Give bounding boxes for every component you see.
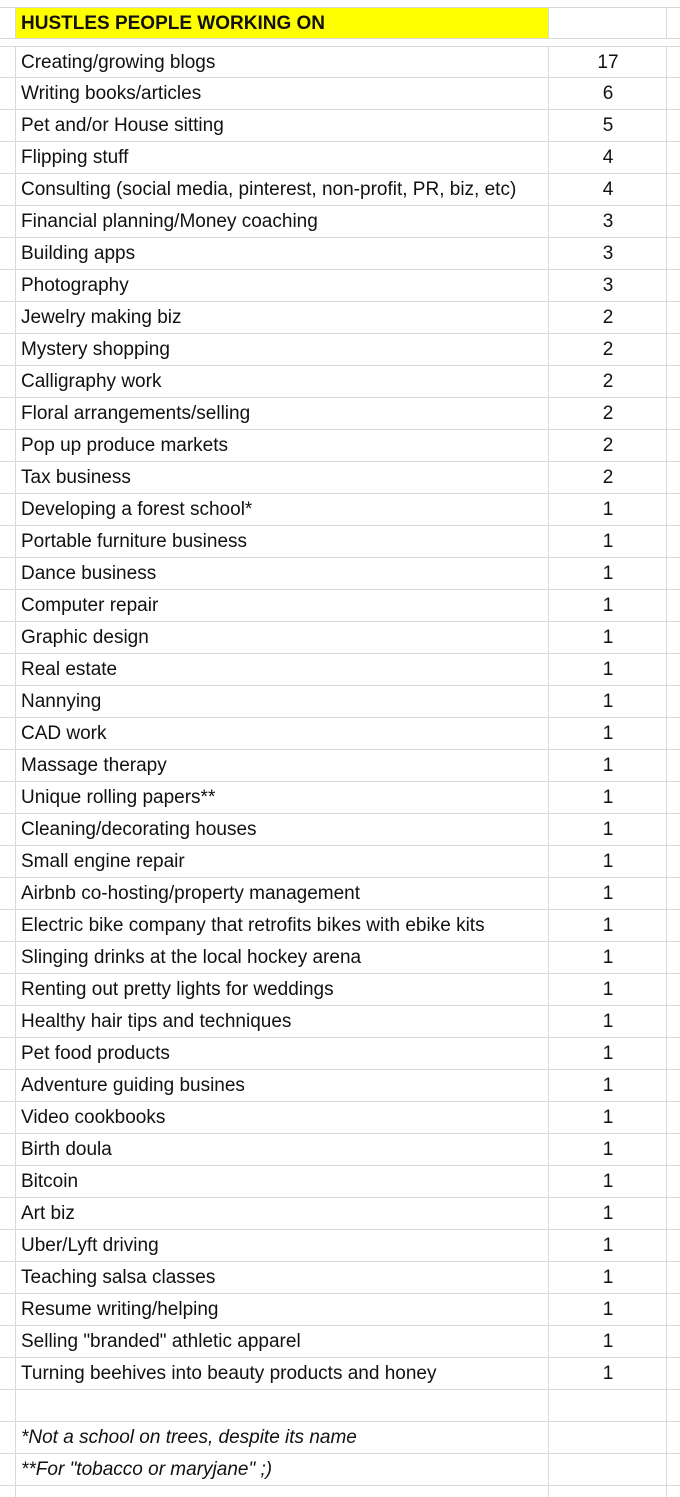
- note-row: [0, 1454, 680, 1486]
- gutter-cell[interactable]: [0, 174, 16, 205]
- gutter-cell[interactable]: [0, 910, 16, 941]
- data-rows: [0, 46, 680, 1390]
- note-count-cell[interactable]: [550, 1422, 667, 1453]
- table-row: [0, 782, 680, 814]
- hustle-count-cell[interactable]: 5: [550, 110, 667, 141]
- table-row: [0, 334, 680, 366]
- extra-cell[interactable]: [668, 1326, 680, 1357]
- hustle-count-cell[interactable]: 1: [550, 590, 667, 621]
- gutter-cell[interactable]: [0, 1006, 16, 1037]
- hustle-label-cell[interactable]: Renting out pretty lights for weddings: [16, 974, 549, 1005]
- table-row: [0, 686, 680, 718]
- extra-cell[interactable]: [668, 718, 680, 749]
- extra-cell[interactable]: [668, 494, 680, 525]
- extra-cell[interactable]: [668, 846, 680, 877]
- extra-cell[interactable]: [668, 1038, 680, 1069]
- hustle-count-cell[interactable]: 1: [550, 494, 667, 525]
- gutter-cell[interactable]: [0, 654, 16, 685]
- table-row: [0, 1166, 680, 1198]
- gutter-cell[interactable]: [0, 238, 16, 269]
- extra-cell[interactable]: [668, 1486, 680, 1497]
- hustle-label-cell[interactable]: Bitcoin: [16, 1166, 549, 1197]
- hustle-count-cell[interactable]: 1: [550, 878, 667, 909]
- gutter-cell[interactable]: [0, 430, 16, 461]
- table-row: [0, 494, 680, 526]
- gutter-cell[interactable]: [0, 1134, 16, 1165]
- extra-cell[interactable]: [668, 270, 680, 301]
- extra-cell[interactable]: [668, 174, 680, 205]
- table-row: [0, 590, 680, 622]
- hustle-label-cell[interactable]: Uber/Lyft driving: [16, 1230, 549, 1261]
- gutter-cell[interactable]: [0, 1454, 16, 1485]
- hustle-label-cell[interactable]: CAD work: [16, 718, 549, 749]
- gutter-cell[interactable]: [0, 270, 16, 301]
- hustle-label-cell[interactable]: Turning beehives into beauty products and honey: [16, 1358, 549, 1389]
- table-row: [0, 1198, 680, 1230]
- gutter-cell[interactable]: [0, 302, 16, 333]
- header-row: [0, 7, 680, 39]
- gutter-cell[interactable]: [0, 1198, 16, 1229]
- extra-cell[interactable]: [668, 238, 680, 269]
- hustle-count-cell[interactable]: 1: [550, 942, 667, 973]
- hustle-count-cell[interactable]: 1: [550, 750, 667, 781]
- table-row: [0, 1262, 680, 1294]
- extra-cell[interactable]: [668, 334, 680, 365]
- hustle-label-cell[interactable]: Mystery shopping: [16, 334, 549, 365]
- table-row: [0, 1326, 680, 1358]
- gutter-cell[interactable]: [0, 878, 16, 909]
- gutter-cell[interactable]: [0, 814, 16, 845]
- gutter-cell[interactable]: [0, 718, 16, 749]
- gutter-cell[interactable]: [0, 750, 16, 781]
- gutter-cell[interactable]: [0, 1422, 16, 1453]
- gutter-cell[interactable]: [0, 686, 16, 717]
- gutter-cell[interactable]: [0, 590, 16, 621]
- extra-cell[interactable]: [668, 974, 680, 1005]
- hustle-count-cell[interactable]: 2: [550, 430, 667, 461]
- table-row: [0, 750, 680, 782]
- hustle-label-cell[interactable]: Selling "branded" athletic apparel: [16, 1326, 549, 1357]
- hustle-count-cell[interactable]: 1: [550, 846, 667, 877]
- table-row: [0, 1134, 680, 1166]
- extra-cell[interactable]: [668, 1294, 680, 1325]
- extra-cell[interactable]: [668, 1422, 680, 1453]
- extra-cell[interactable]: [668, 366, 680, 397]
- hustle-label-cell[interactable]: Dance business: [16, 558, 549, 589]
- extra-cell[interactable]: [668, 1198, 680, 1229]
- extra-cell[interactable]: [668, 1070, 680, 1101]
- hustle-label-cell[interactable]: Real estate: [16, 654, 549, 685]
- hustle-count-cell[interactable]: 1: [550, 1262, 667, 1293]
- gutter-cell[interactable]: [0, 942, 16, 973]
- hustle-label-cell[interactable]: Floral arrangements/selling: [16, 398, 549, 429]
- extra-cell[interactable]: [668, 1006, 680, 1037]
- table-row: [0, 1230, 680, 1262]
- hustle-label-cell[interactable]: Healthy hair tips and techniques: [16, 1006, 549, 1037]
- extra-cell[interactable]: [668, 462, 680, 493]
- extra-cell[interactable]: [668, 110, 680, 141]
- gutter-cell[interactable]: [0, 526, 16, 557]
- hustle-count-cell[interactable]: 1: [550, 1358, 667, 1389]
- extra-cell[interactable]: [668, 1262, 680, 1293]
- extra-cell[interactable]: [668, 142, 680, 173]
- gutter-cell[interactable]: [0, 1262, 16, 1293]
- hustle-count-cell[interactable]: 1: [550, 814, 667, 845]
- hustle-count-cell[interactable]: 1: [550, 1166, 667, 1197]
- blank-cell[interactable]: [16, 1390, 549, 1421]
- hustle-count-cell[interactable]: 1: [550, 1038, 667, 1069]
- extra-cell[interactable]: [668, 8, 680, 38]
- extra-cell[interactable]: [668, 686, 680, 717]
- hustle-count-cell[interactable]: 4: [550, 142, 667, 173]
- hustle-label-cell[interactable]: Consulting (social media, pinterest, non-profit, PR, biz, etc): [16, 174, 549, 205]
- blank-row: [0, 1390, 680, 1422]
- hustle-count-cell[interactable]: 1: [550, 782, 667, 813]
- gutter-cell[interactable]: [0, 1166, 16, 1197]
- hustle-count-cell[interactable]: 1: [550, 686, 667, 717]
- hustle-label-cell[interactable]: Airbnb co-hosting/property management: [16, 878, 549, 909]
- hustle-count-cell[interactable]: 1: [550, 1070, 667, 1101]
- gutter-cell[interactable]: [0, 558, 16, 589]
- gutter-cell[interactable]: [0, 846, 16, 877]
- hustle-count-cell[interactable]: 3: [550, 238, 667, 269]
- hustle-count-cell[interactable]: 1: [550, 718, 667, 749]
- gutter-cell[interactable]: [0, 1326, 16, 1357]
- extra-cell[interactable]: [668, 878, 680, 909]
- table-row: [0, 366, 680, 398]
- gutter-cell[interactable]: [0, 494, 16, 525]
- table-row: [0, 974, 680, 1006]
- extra-cell[interactable]: [668, 558, 680, 589]
- hustle-count-cell[interactable]: 1: [550, 1102, 667, 1133]
- extra-cell[interactable]: [668, 1102, 680, 1133]
- hustle-count-cell[interactable]: 3: [550, 270, 667, 301]
- hustle-label-cell[interactable]: Portable furniture business: [16, 526, 549, 557]
- note-cell[interactable]: *Not a school on trees, despite its name: [16, 1422, 549, 1453]
- table-row: [0, 1006, 680, 1038]
- extra-cell[interactable]: [668, 78, 680, 109]
- hustle-count-cell[interactable]: 1: [550, 654, 667, 685]
- hustle-label-cell[interactable]: Resume writing/helping: [16, 1294, 549, 1325]
- hustle-count-cell[interactable]: 1: [550, 1198, 667, 1229]
- hustle-label-cell[interactable]: Pop up produce markets: [16, 430, 549, 461]
- hustle-label-cell[interactable]: Graphic design: [16, 622, 549, 653]
- gutter-cell[interactable]: [0, 78, 16, 109]
- gutter-cell[interactable]: [0, 398, 16, 429]
- table-row: [0, 1102, 680, 1134]
- gutter-cell[interactable]: [0, 1358, 16, 1389]
- hustle-label-cell[interactable]: Adventure guiding busines: [16, 1070, 549, 1101]
- table-row: [0, 654, 680, 686]
- extra-cell[interactable]: [668, 47, 680, 77]
- hustle-count-cell[interactable]: 6: [550, 78, 667, 109]
- gutter-cell[interactable]: [0, 1102, 16, 1133]
- note-row: [0, 1422, 680, 1454]
- gutter-cell[interactable]: [0, 334, 16, 365]
- blank-cell[interactable]: [16, 1486, 549, 1497]
- extra-cell[interactable]: [668, 1134, 680, 1165]
- hustle-count-cell[interactable]: 1: [550, 1006, 667, 1037]
- hustle-count-cell[interactable]: 1: [550, 622, 667, 653]
- header-cell[interactable]: HUSTLES PEOPLE WORKING ON: [16, 8, 549, 38]
- hustle-count-cell[interactable]: 1: [550, 558, 667, 589]
- extra-cell[interactable]: [668, 1390, 680, 1421]
- hustle-count-cell[interactable]: 1: [550, 1134, 667, 1165]
- extra-cell[interactable]: [668, 750, 680, 781]
- hustle-label-cell[interactable]: Small engine repair: [16, 846, 549, 877]
- note-cell[interactable]: **For "tobacco or maryjane" ;): [16, 1454, 549, 1485]
- hustle-label-cell[interactable]: Creating/growing blogs: [16, 47, 549, 77]
- hustle-count-cell[interactable]: 3: [550, 206, 667, 237]
- hustle-label-cell[interactable]: Flipping stuff: [16, 142, 549, 173]
- hustle-count-cell[interactable]: 2: [550, 366, 667, 397]
- table-row: [0, 1358, 680, 1390]
- table-row: [0, 846, 680, 878]
- extra-cell[interactable]: [668, 430, 680, 461]
- blank-count-cell[interactable]: [550, 1486, 667, 1497]
- table-row: [0, 46, 680, 78]
- gutter-cell[interactable]: [0, 622, 16, 653]
- extra-cell[interactable]: [668, 910, 680, 941]
- table-row: [0, 1294, 680, 1326]
- gutter-cell[interactable]: [0, 1486, 16, 1497]
- gutter-cell[interactable]: [0, 1038, 16, 1069]
- hustle-label-cell[interactable]: Video cookbooks: [16, 1102, 549, 1133]
- table-row: [0, 558, 680, 590]
- hustle-label-cell[interactable]: Nannying: [16, 686, 549, 717]
- hustle-label-cell[interactable]: Tax business: [16, 462, 549, 493]
- extra-cell[interactable]: [668, 1454, 680, 1485]
- table-row: [0, 430, 680, 462]
- table-row: [0, 238, 680, 270]
- hustle-label-cell[interactable]: Developing a forest school*: [16, 494, 549, 525]
- table-row: [0, 878, 680, 910]
- table-row: [0, 110, 680, 142]
- hustle-label-cell[interactable]: Financial planning/Money coaching: [16, 206, 549, 237]
- extra-cell[interactable]: [668, 942, 680, 973]
- hustle-count-cell[interactable]: 17: [550, 47, 667, 77]
- extra-cell[interactable]: [668, 1358, 680, 1389]
- hustle-count-cell[interactable]: 1: [550, 1326, 667, 1357]
- hustle-count-cell[interactable]: 1: [550, 974, 667, 1005]
- hustle-label-cell[interactable]: Pet food products: [16, 1038, 549, 1069]
- gutter-cell[interactable]: [0, 206, 16, 237]
- blank-row: [0, 1486, 680, 1497]
- hustle-count-cell[interactable]: 1: [550, 526, 667, 557]
- hustle-count-cell[interactable]: 4: [550, 174, 667, 205]
- note-count-cell[interactable]: [550, 1454, 667, 1485]
- header-count-cell[interactable]: [550, 8, 667, 38]
- table-row: [0, 1070, 680, 1102]
- table-row: [0, 942, 680, 974]
- extra-cell[interactable]: [668, 526, 680, 557]
- gutter-cell[interactable]: [0, 974, 16, 1005]
- gutter-cell[interactable]: [0, 1294, 16, 1325]
- table-row: [0, 142, 680, 174]
- hustle-label-cell[interactable]: Building apps: [16, 238, 549, 269]
- hustle-label-cell[interactable]: Birth doula: [16, 1134, 549, 1165]
- extra-cell[interactable]: [668, 814, 680, 845]
- gutter-cell[interactable]: [0, 782, 16, 813]
- hustle-label-cell[interactable]: Cleaning/decorating houses: [16, 814, 549, 845]
- extra-cell[interactable]: [668, 206, 680, 237]
- hustle-count-cell[interactable]: 1: [550, 1294, 667, 1325]
- hustle-label-cell[interactable]: Calligraphy work: [16, 366, 549, 397]
- hustle-label-cell[interactable]: Teaching salsa classes: [16, 1262, 549, 1293]
- table-row: [0, 814, 680, 846]
- hustle-label-cell[interactable]: Massage therapy: [16, 750, 549, 781]
- hustle-label-cell[interactable]: Pet and/or House sitting: [16, 110, 549, 141]
- hustle-count-cell[interactable]: 2: [550, 398, 667, 429]
- hustle-label-cell[interactable]: Jewelry making biz: [16, 302, 549, 333]
- table-row: [0, 302, 680, 334]
- hustle-label-cell[interactable]: Slinging drinks at the local hockey arena: [16, 942, 549, 973]
- hustle-label-cell[interactable]: Electric bike company that retrofits bikes with ebike kits: [16, 910, 549, 941]
- table-row: [0, 270, 680, 302]
- blank-count-cell[interactable]: [550, 1390, 667, 1421]
- gutter-cell[interactable]: [0, 142, 16, 173]
- table-row: [0, 910, 680, 942]
- table-row: [0, 1038, 680, 1070]
- gutter-cell[interactable]: [0, 1070, 16, 1101]
- hustle-label-cell[interactable]: Writing books/articles: [16, 78, 549, 109]
- gutter-cell[interactable]: [0, 1390, 16, 1421]
- table-row: [0, 398, 680, 430]
- hustle-label-cell[interactable]: Art biz: [16, 1198, 549, 1229]
- gutter-cell[interactable]: [0, 462, 16, 493]
- table-row: [0, 462, 680, 494]
- extra-cell[interactable]: [668, 1230, 680, 1261]
- extra-cell[interactable]: [668, 622, 680, 653]
- table-row: [0, 206, 680, 238]
- table-row: [0, 622, 680, 654]
- gutter-cell[interactable]: [0, 1230, 16, 1261]
- table-row: [0, 174, 680, 206]
- extra-cell[interactable]: [668, 1166, 680, 1197]
- hustle-label-cell[interactable]: Unique rolling papers**: [16, 782, 549, 813]
- hustle-count-cell[interactable]: 2: [550, 462, 667, 493]
- extra-cell[interactable]: [668, 654, 680, 685]
- extra-cell[interactable]: [668, 302, 680, 333]
- hustle-count-cell[interactable]: 1: [550, 910, 667, 941]
- hustle-count-cell[interactable]: 2: [550, 334, 667, 365]
- extra-cell[interactable]: [668, 398, 680, 429]
- gutter-cell[interactable]: [0, 110, 16, 141]
- gutter-cell[interactable]: [0, 8, 16, 38]
- gutter-cell[interactable]: [0, 47, 16, 77]
- extra-cell[interactable]: [668, 782, 680, 813]
- hustle-count-cell[interactable]: 1: [550, 1230, 667, 1261]
- hustle-label-cell[interactable]: Photography: [16, 270, 549, 301]
- table-row: [0, 718, 680, 750]
- table-row: [0, 526, 680, 558]
- gutter-cell[interactable]: [0, 366, 16, 397]
- table-row: [0, 78, 680, 110]
- hustle-count-cell[interactable]: 2: [550, 302, 667, 333]
- extra-cell[interactable]: [668, 590, 680, 621]
- hustle-label-cell[interactable]: Computer repair: [16, 590, 549, 621]
